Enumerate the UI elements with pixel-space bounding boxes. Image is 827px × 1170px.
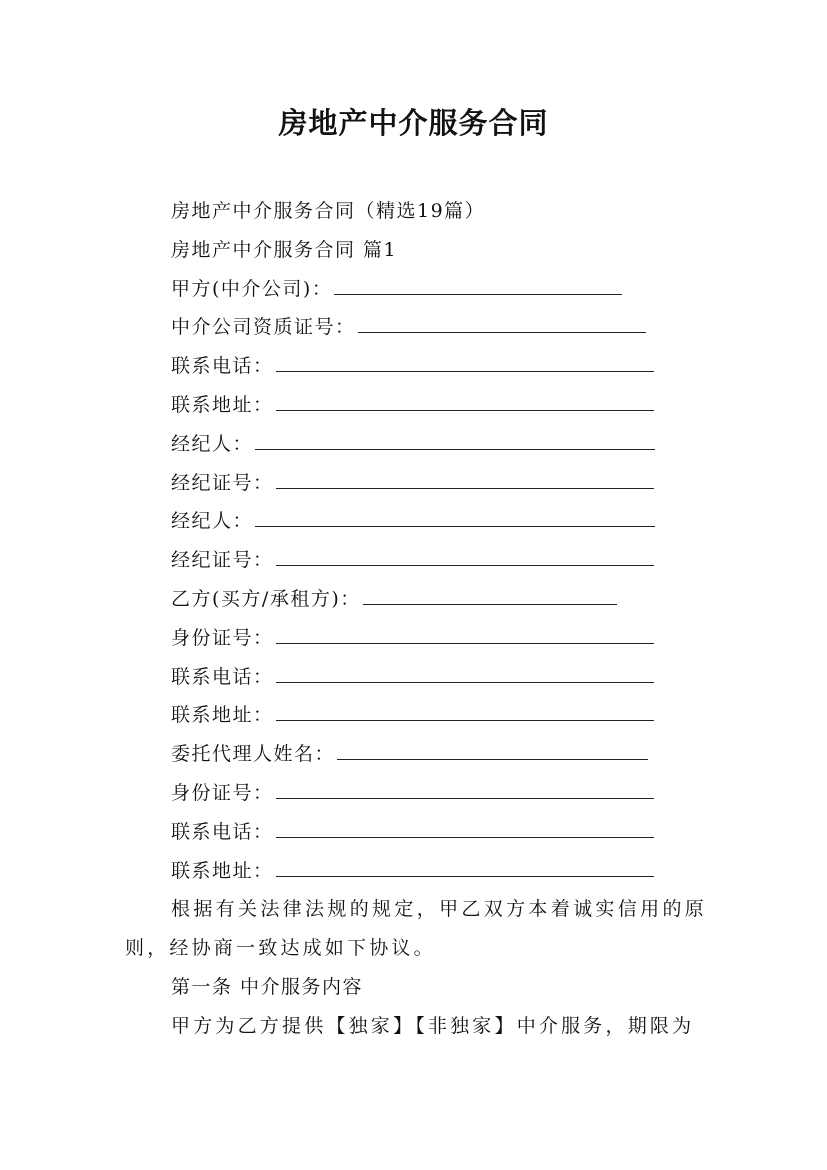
field-label: 联系地址： (171, 704, 274, 727)
field-label: 联系地址： (171, 393, 274, 416)
form-field-row (125, 580, 707, 619)
article-1-title: 第一条 中介服务内容 (171, 975, 364, 998)
paragraph-basis: 根据有关法律法规的规定，甲乙双方本着诚实信用的原则，经协商一致达成如下协议。 (125, 898, 707, 960)
fill-in-blank[interactable] (276, 852, 654, 877)
form-field-row (125, 502, 707, 541)
field-label: 委托代理人姓名： (171, 743, 336, 766)
form-field-row (125, 852, 707, 891)
field-label: 联系电话： (171, 355, 274, 378)
field-label: 甲方(中介公司)： (171, 277, 333, 300)
fill-in-blank[interactable] (358, 308, 646, 333)
field-label: 经纪证号： (171, 471, 274, 494)
fill-in-blank[interactable] (276, 386, 654, 411)
field-list (125, 270, 707, 891)
form-field-row (125, 541, 707, 580)
field-label: 经纪人： (171, 510, 254, 533)
form-field-row (125, 464, 707, 503)
form-field-row (125, 735, 707, 774)
fill-in-blank[interactable] (276, 658, 654, 683)
document-body (125, 192, 707, 1046)
fill-in-blank[interactable] (276, 619, 654, 644)
form-field-row (125, 696, 707, 735)
form-field-row (125, 270, 707, 309)
field-label: 经纪证号： (171, 549, 274, 572)
fill-in-blank[interactable] (276, 464, 654, 489)
fill-in-blank[interactable] (337, 735, 648, 760)
form-field-row (125, 658, 707, 697)
section-line: 房地产中介服务合同 篇1 (171, 238, 398, 261)
paragraph-service: 甲方为乙方提供【独家】【非独家】中介服务，期限为 (171, 1014, 695, 1037)
field-label: 乙方(买方/承租方)： (171, 587, 361, 610)
fill-in-blank[interactable] (255, 425, 655, 450)
fill-in-blank[interactable] (276, 696, 654, 721)
fill-in-blank[interactable] (276, 347, 654, 372)
form-field-row (125, 774, 707, 813)
field-label: 联系地址： (171, 859, 274, 882)
document-title: 房地产中介服务合同 (278, 106, 549, 140)
form-field-row (125, 386, 707, 425)
fill-in-blank[interactable] (334, 270, 622, 295)
field-label: 经纪人： (171, 432, 254, 455)
intro-line: 房地产中介服务合同（精选19篇） (171, 200, 486, 222)
field-label: 中介公司资质证号： (171, 316, 356, 339)
field-label: 身份证号： (171, 626, 274, 649)
field-label: 联系电话： (171, 820, 274, 843)
fill-in-blank[interactable] (276, 813, 654, 838)
fill-in-blank[interactable] (255, 502, 655, 527)
form-field-row (125, 619, 707, 658)
form-field-row (125, 425, 707, 464)
field-label: 联系电话： (171, 665, 274, 688)
form-field-row (125, 813, 707, 852)
form-field-row (125, 308, 707, 347)
form-field-row (125, 347, 707, 386)
fill-in-blank[interactable] (363, 580, 617, 605)
fill-in-blank[interactable] (276, 541, 654, 566)
field-label: 身份证号： (171, 781, 274, 804)
fill-in-blank[interactable] (276, 774, 654, 799)
